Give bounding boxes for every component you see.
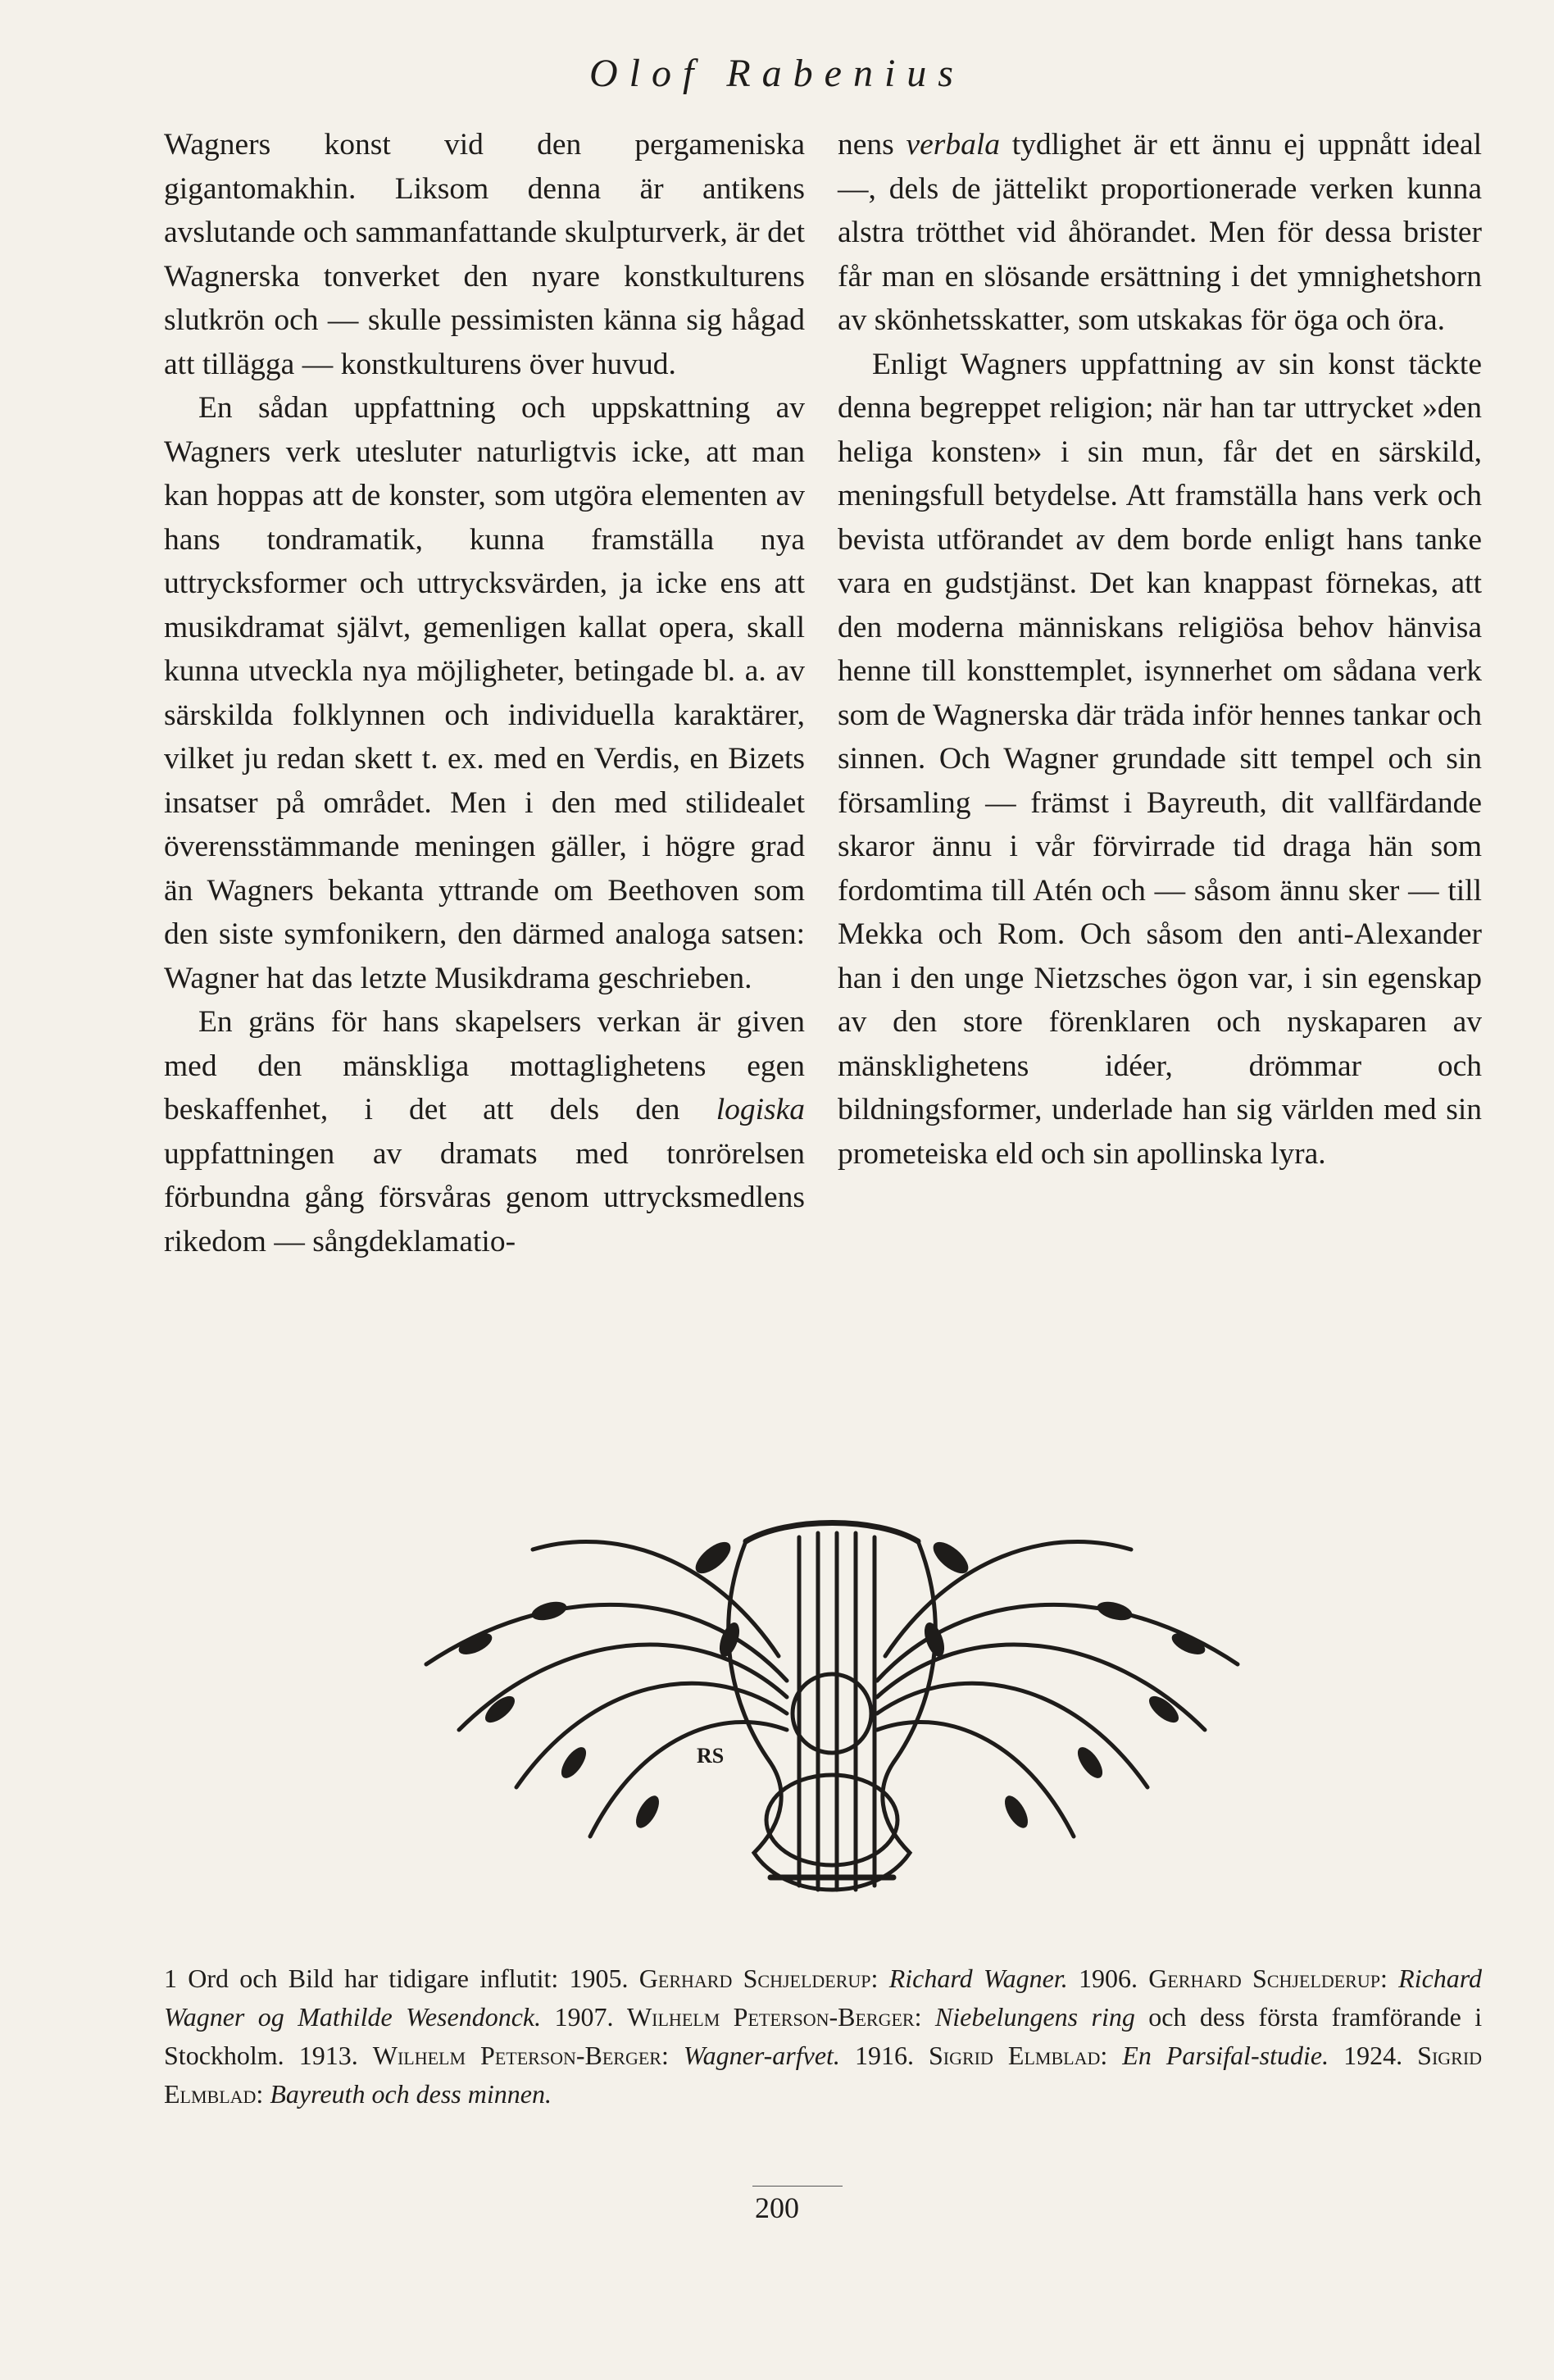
footnote-year-3: 1907. bbox=[554, 2002, 614, 2032]
footnote-year-2: 1906. bbox=[1078, 1964, 1138, 1993]
page-number-rule bbox=[752, 2186, 843, 2187]
running-header-author: Olof Rabenius bbox=[589, 52, 965, 95]
right-paragraph-2: Enligt Wagners uppfattning av sin konst täckte denna begreppet religion; när han tar uttrycket »den heliga konsten» i sin mun, får det en särskild, meningsfull betydelse. Att framställa hans verk och bevista utförandet av dem borde enligt hans tanke vara en gudstjänst. Det kan knappast förnekas, att den moderna människans religiösa behov hänvisa henne till konsttemplet, isynnerhet om sådana verk som de Wagnerska där träda inför hennes tankar och sinnen. Och Wagner grundade sitt tempel och sin församling — främst i Bayreuth, dit vallfärdande skaror ännu i vår förvirrade tid draga hän som fordomtima till Atén och — såsom ännu sker — till Mekka och Rom. Och såsom den anti-Alexander han i den unge Nietzsches ögon var, i sin egenskap av den store förenklaren och nyskaparen av mänsklighetens idéer, drömmar och bildningsformer, underlade han sig världen med sin prometeiska eld och sin apollinska lyra. bbox=[838, 347, 1482, 1171]
footnote-intro: 1 Ord och Bild har tidigare influtit: 1905. bbox=[164, 1964, 629, 1993]
left-paragraph-1: Wagners konst vid den pergameniska gigantomakhin. Liksom denna är antikens avslutande och sammanfattande skulpturverk, är det Wagnerska tonverket den nyare konstkulturens slutkrön och — skulle pessimisten känna sig hågad att tillägga — konstkulturens över huvud. bbox=[164, 128, 805, 381]
footnote-author-3: Wilhelm Peterson-Berger: bbox=[626, 2002, 922, 2032]
footnote-title-5: En Parsifal-studie. bbox=[1122, 2041, 1329, 2070]
page-number: 200 bbox=[755, 2191, 799, 2224]
footnote-author-1: Gerhard Schjelderup: bbox=[638, 1964, 879, 1993]
left-paragraph-3 bbox=[164, 1000, 805, 1263]
footnote-year-4: 1913. bbox=[298, 2041, 358, 2070]
footnote-author-6: Sigrid Elmblad: bbox=[164, 2041, 1483, 2109]
left-paragraph-3-part-b: uppfattningen av dramats med tonrörelsen förbundna gång försvåras genom uttrycksmedlens rikedom — sångdeklamatio- bbox=[164, 1136, 805, 1258]
right-column bbox=[838, 123, 1482, 1176]
footnote-author-4: Wilhelm Peterson-Berger: bbox=[372, 2041, 669, 2070]
footnote-title-3-rest: och dess första framförande i Stockholm. bbox=[164, 2002, 1483, 2070]
right-paragraph-1-part-a: nens bbox=[838, 128, 894, 162]
right-paragraph-1 bbox=[838, 123, 1482, 343]
emphasis-verbala: verbala bbox=[906, 128, 1000, 162]
footnote-title-2: Richard Wagner og Mathilde Wesendonck. bbox=[164, 1964, 1483, 2032]
footnote bbox=[164, 1959, 1482, 2114]
footnote-year-5: 1916. bbox=[854, 2041, 914, 2070]
emphasis-logiska: logiska bbox=[716, 1093, 806, 1126]
footnote-year-6: 1924. bbox=[1343, 2041, 1403, 2070]
footnote-author-5: Sigrid Elmblad: bbox=[928, 2041, 1108, 2070]
footnote-title-1: Richard Wagner. bbox=[888, 1964, 1068, 1993]
right-paragraph-1-part-b: tydlighet är ett ännu ej uppnått ideal —, dels de jättelikt proportionerade verken kunna alstra trötthet vid åhörandet. Men för dessa brister får man en slösande ersättning i det ymnighetshorn av skönhetsskatter, som utskakas för öga och öra. bbox=[838, 128, 1483, 337]
left-paragraph-2: En sådan uppfattning och uppskattning av Wagners verk utesluter naturligtvis icke, att man kan hoppas att de konster, som utgöra elementen av hans tondramatik, kunna framställa nya uttrycksformer och uttrycksvärden, ja icke ens att musikdramat självt, gemenligen kallat opera, skall kunna utveckla nya möjligheter, betingade bl. a. av särskilda folklynnen och individuella karaktärer, vilket ju redan skett t. ex. med en Verdis, en Bizets insatser på området. Men i den med stilidealet överensstämmande meningen gäller, i högre grad än Wagners bekanta yttrande om Beethoven som den siste symfonikern, den därmed analoga satsen: Wagner hat das letzte Musikdrama geschrieben. bbox=[164, 391, 805, 995]
lyre-ornament-icon bbox=[402, 1492, 1262, 1902]
footnote-title-3: Niebelungens ring bbox=[934, 2002, 1135, 2032]
footnote-title-4: Wagner-arfvet. bbox=[683, 2041, 840, 2070]
footnote-author-2: Gerhard Schjelderup: bbox=[1148, 1964, 1388, 1993]
left-column bbox=[164, 123, 805, 1263]
ornament-monogram: RS bbox=[697, 1744, 725, 1768]
left-paragraph-3-part-a: En gräns för hans skapelsers verkan är given med den mänskliga mottaglighetens egen beskaffenhet, i det att dels den bbox=[164, 1005, 805, 1126]
footnote-title-6: Bayreuth och dess minnen. bbox=[270, 2079, 552, 2109]
